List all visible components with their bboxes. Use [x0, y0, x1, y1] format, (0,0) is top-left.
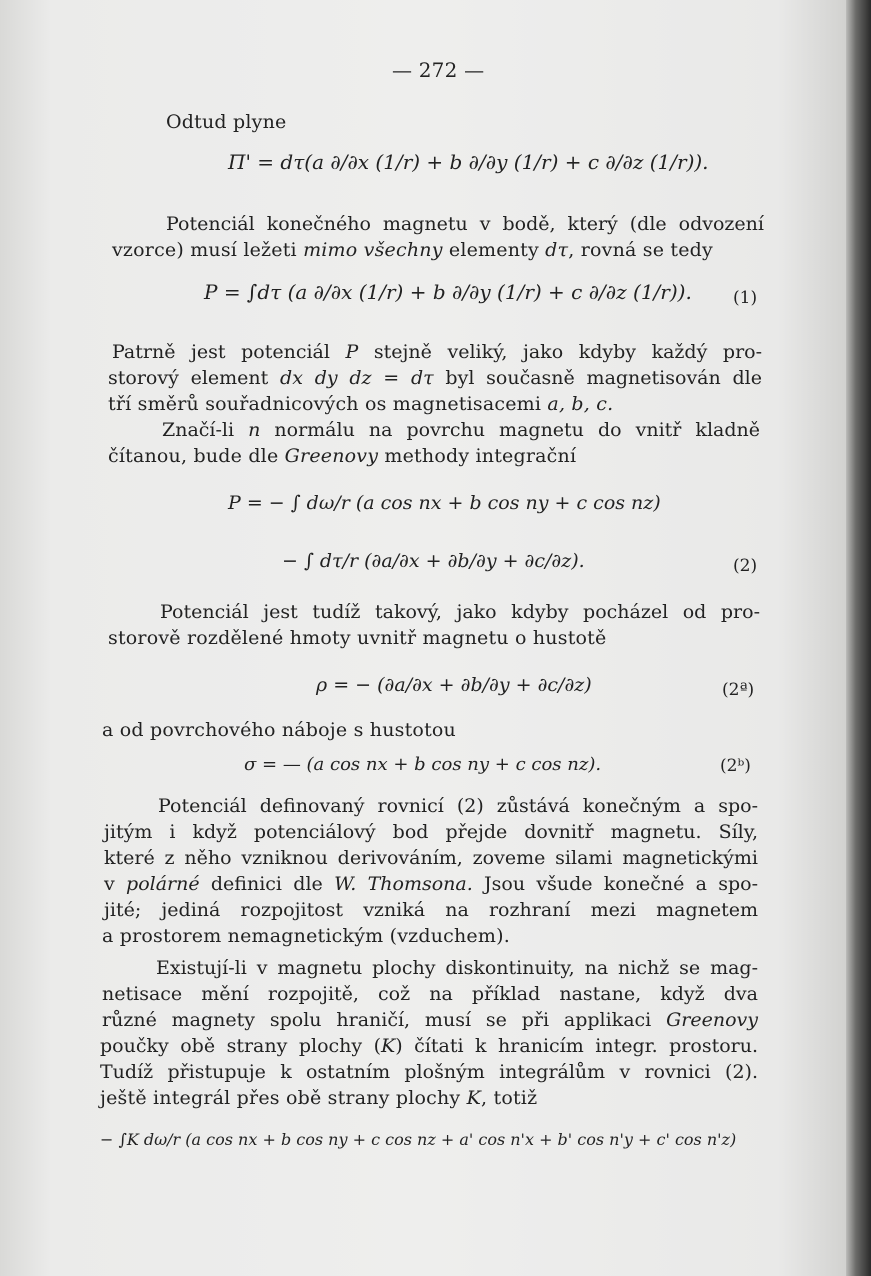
text-line: Existují-li v magnetu plochy diskontinuity, na nichž se mag- — [156, 957, 758, 979]
text-line: a prostorem nemagnetickým (vzduchem). — [102, 925, 510, 947]
text-line: Potenciál definovaný rovnicí (2) zůstává konečným a spo- — [158, 795, 758, 817]
text-line: které z něho vzniknou derivováním, zoveme silami magnetickými — [104, 847, 758, 869]
equation-surface-integral: − ∫K dω/r (a cos nx + b cos ny + c cos nz + a' cos n'x + b' cos n'y + c' cos n'z) — [100, 1130, 737, 1149]
text-line: vzorce) musí ležeti mimo všechny elementy dτ, rovná se tedy — [112, 239, 713, 261]
text-line: a od povrchového náboje s hustotou — [102, 719, 456, 741]
text-line: Potenciál konečného magnetu v bodě, který (dle odvození — [166, 213, 764, 235]
text-line: netisace mění rozpojitě, což na příklad nastane, když dva — [102, 983, 758, 1005]
equation-number-2b: (2ᵇ) — [720, 756, 751, 776]
equation-number-1: (1) — [733, 288, 758, 308]
text-line: čítanou, bude dle Greenovy methody integrační — [108, 445, 577, 467]
text-line: jitým i když potenciálový bod přejde dovnitř magnetu. Síly, — [104, 821, 758, 843]
text-line: jité; jediná rozpojitost vzniká na rozhraní mezi magnetem — [104, 899, 758, 921]
equation-rho: ρ = − (∂a/∂x + ∂b/∂y + ∂c/∂z) — [316, 674, 592, 696]
equation-sigma: σ = — (a cos nx + b cos ny + c cos nz). — [244, 754, 602, 775]
equation-number-2a: (2ª) — [722, 680, 755, 700]
equation-1: P = ∫dτ (a ∂/∂x (1/r) + b ∂/∂y (1/r) + c ∂/∂z (1/r)). — [204, 280, 692, 304]
text-line: ještě integrál přes obě strany plochy K, totiž — [100, 1087, 538, 1109]
equation-number-2: (2) — [733, 556, 758, 576]
text-line: storově rozdělené hmoty uvnitř magnetu o hustotě — [108, 627, 607, 649]
text-line: Tudíž přistupuje k ostatním plošným integrálům v rovnici (2). — [100, 1061, 758, 1083]
text-line: Patrně jest potenciál P stejně veliký, jako kdyby každý pro- — [112, 341, 763, 363]
equation-2b: − ∫ dτ/r (∂a/∂x + ∂b/∂y + ∂c/∂z). — [282, 550, 585, 572]
text-line: Odtud plyne — [166, 111, 287, 133]
page-number: — 272 — — [392, 58, 485, 82]
text-line: Potenciál jest tudíž takový, jako kdyby pocházel od pro- — [160, 601, 760, 623]
equation-pi: Π' = dτ(a ∂/∂x (1/r) + b ∂/∂y (1/r) + c ∂/∂z (1/r)). — [228, 150, 709, 174]
text-line: v polárné definici dle W. Thomsona. Jsou všude konečné a spo- — [104, 873, 759, 895]
page-edge — [846, 0, 871, 1276]
text-line: různé magnety spolu hraničí, musí se při applikaci Greenovy — [102, 1009, 758, 1031]
text-line: poučky obě strany plochy (K) čítati k hranicím integr. prostoru. — [100, 1035, 759, 1057]
text-line: Značí-li n normálu na povrchu magnetu do vnitř kladně — [162, 419, 760, 441]
equation-2a: P = − ∫ dω/r (a cos nx + b cos ny + c cos nz) — [228, 492, 661, 514]
text-line: tří směrů souřadnicových os magnetisacemi a, b, c. — [108, 393, 614, 415]
text-line: storový element dx dy dz = dτ byl současně magnetisován dle — [108, 367, 762, 389]
